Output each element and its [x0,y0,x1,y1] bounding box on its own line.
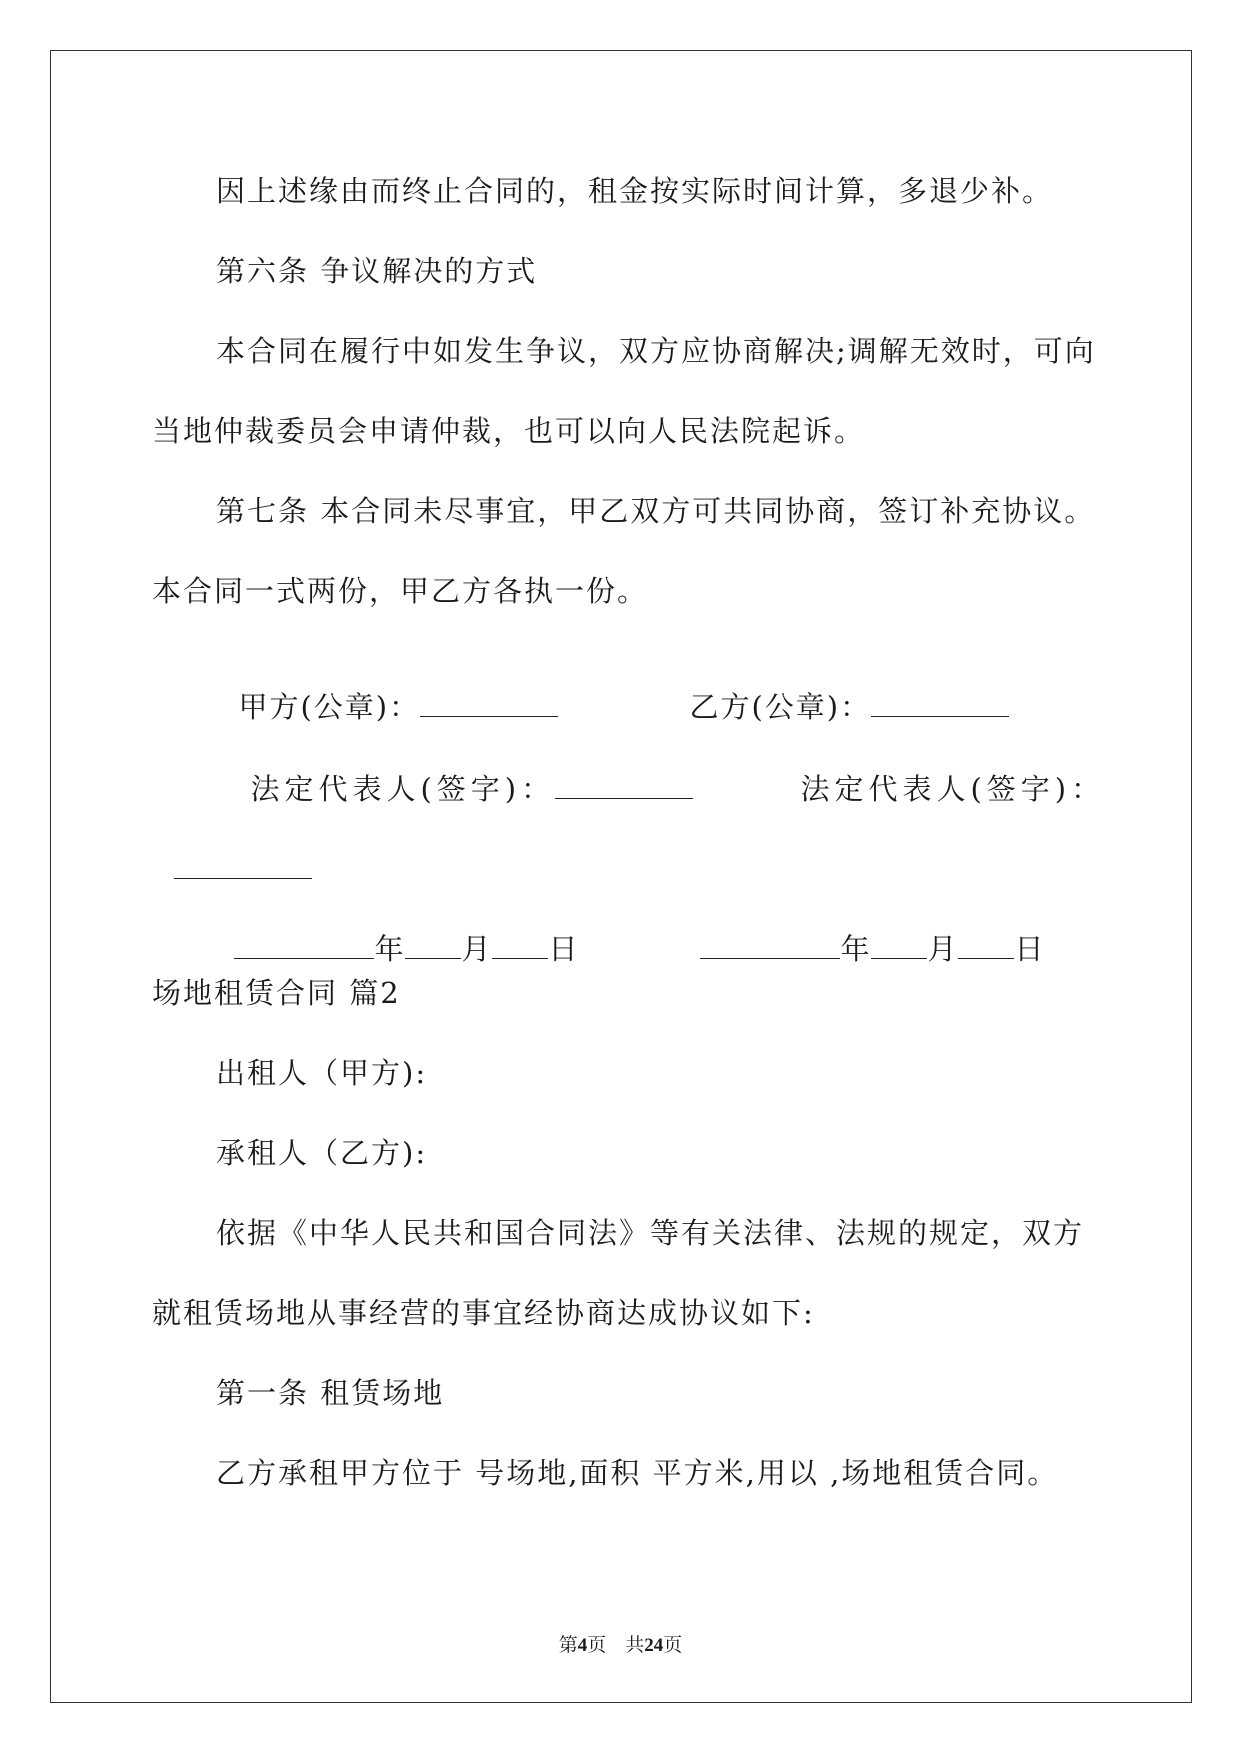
paragraph-line: 就租赁场地从事经营的事宜经协商达成协议如下: [152,1296,815,1330]
current-page-number: 4 [577,1635,588,1656]
party-b-seal-line [667,653,1009,725]
month-a-blank [405,932,461,959]
rep-b-line [772,735,1105,807]
party-a-seal-blank [420,690,558,717]
lessee-line: 承租人（乙方): [216,1136,428,1170]
article-6-heading: 第六条 争议解决的方式 [216,254,538,288]
party-b-seal-label: 乙方(公章)： [689,690,872,724]
article-7-line: 第七条 本合同未尽事宜，甲乙双方可共同协商，签订补充协议。 [216,494,1096,528]
party-a-seal-line [216,653,558,725]
footer-total-prefix: 共 [625,1635,645,1656]
day-label: 日 [548,932,580,966]
month-b-blank [871,932,927,959]
rep-a-blank [555,772,693,799]
year-b-blank [700,932,840,959]
paragraph-line: 依据《中华人民共和国合同法》等有关法律、法规的规定，双方 [216,1216,1085,1250]
footer-prefix: 第 [558,1635,578,1656]
page-footer [0,1634,1241,1658]
article-1-heading: 第一条 租赁场地 [216,1376,445,1410]
rep-a-label: 法定代表人(签字)： [250,772,556,806]
paragraph-line: 因上述缘由而终止合同的，租金按实际时间计算，多退少补。 [216,174,1054,208]
month-label: 月 [461,932,493,966]
section-2-title: 场地租赁合同 篇2 [152,976,401,1010]
year-a-blank [234,932,374,959]
day-a-blank [492,932,548,959]
day-label: 日 [1014,932,1046,966]
rep-b-label: 法定代表人(签字)： [800,772,1106,806]
party-b-seal-blank [871,690,1009,717]
total-page-count: 24 [644,1635,664,1656]
month-label: 月 [927,932,959,966]
paragraph-line: 乙方承租甲方位于 号场地,面积 平方米,用以 ,场地租赁合同。 [216,1456,1059,1490]
date-a-line [212,895,579,967]
date-b-line [678,895,1045,967]
year-label: 年 [840,932,872,966]
footer-page-suffix: 页 [587,1635,607,1656]
footer-total-suffix: 页 [663,1635,683,1656]
year-label: 年 [374,932,406,966]
paragraph-line: 本合同一式两份，甲乙方各执一份。 [152,574,649,608]
paragraph-line: 当地仲裁委员会申请仲裁，也可以向人民法院起诉。 [152,414,866,448]
rep-b-blank-line [152,815,312,887]
lessor-line: 出租人（甲方): [216,1056,428,1090]
party-a-seal-label: 甲方(公章)： [238,690,421,724]
paragraph-line: 本合同在履行中如发生争议，双方应协商解决;调解无效时，可向 [216,334,1096,368]
rep-a-line [222,735,693,807]
day-b-blank [958,932,1014,959]
rep-b-blank [174,852,312,879]
